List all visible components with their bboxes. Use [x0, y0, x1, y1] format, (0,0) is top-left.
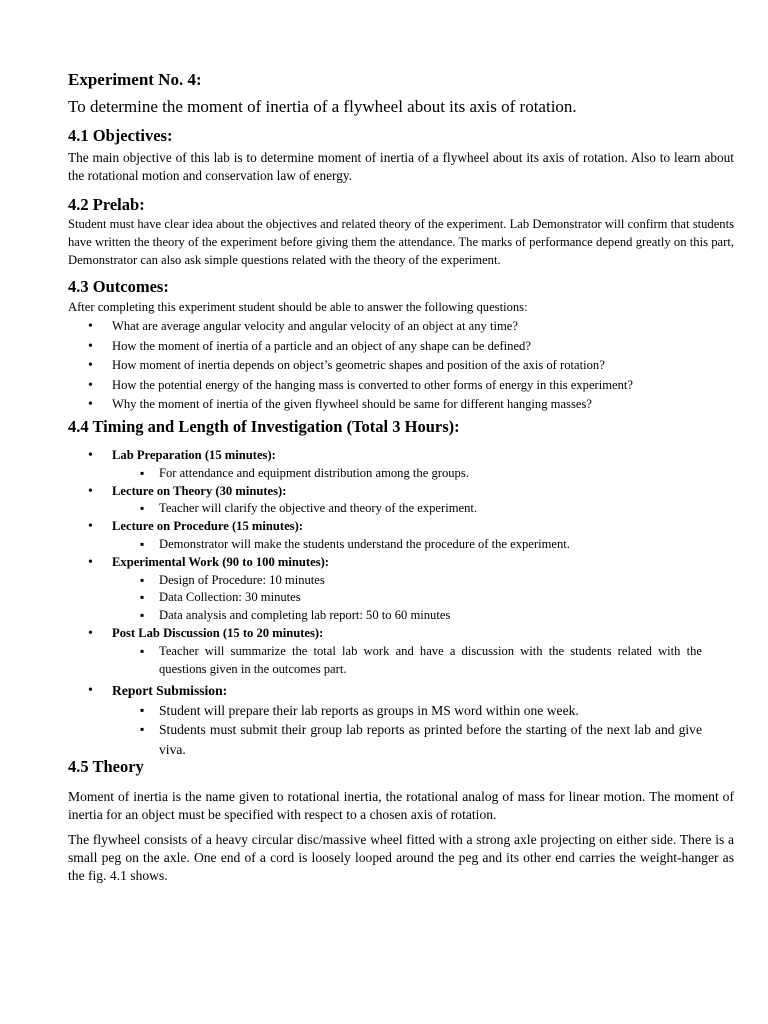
list-item: • How moment of inertia depends on object’s geometric shapes and position of the axis of rotation?	[68, 356, 734, 376]
timing-item	[68, 483, 702, 519]
theory-paragraph: Moment of inertia is the name given to rotational inertia, the rotational analog of mass for linear motion. The moment of inertia for an object must be specified with respect to a chosen axis of rotation.	[68, 789, 734, 822]
timing-item-label: Report Submission:	[112, 683, 228, 699]
timing-item	[68, 518, 702, 554]
timing-list	[68, 447, 702, 759]
timing-sub-item: ▪ Design of Procedure: 10 minutes	[68, 572, 702, 590]
list-item: • Why the moment of inertia of the given flywheel should be same for different hanging masses?	[68, 395, 734, 415]
prelab-text: Student must have clear idea about the objectives and related theory of the experiment. Lab Demonstrator will confirm that students have written the theory of the experiment before giving them the attendance. The marks of performance depend greatly on this part, Demonstrator can also ask simple questions related with the theory of the experiment.	[68, 217, 734, 267]
list-item: • How the potential energy of the hanging mass is converted to other forms of energy in this experiment?	[68, 376, 734, 396]
objectives-heading: 4.1 Objectives:	[68, 126, 173, 145]
prelab-heading: 4.2 Prelab:	[68, 195, 145, 214]
outcomes-intro: After completing this experiment student should be able to answer the following questions:	[68, 300, 528, 314]
timing-item-label: Lecture on Procedure (15 minutes):	[112, 519, 303, 534]
experiment-heading: Experiment No. 4:	[68, 70, 202, 89]
timing-sub-item: ▪ Data analysis and completing lab report: 50 to 60 minutes	[68, 607, 702, 625]
list-item: • How the moment of inertia of a particle and an object of any shape can be defined?	[68, 337, 734, 357]
timing-item-label: Lecture on Theory (30 minutes):	[112, 483, 287, 498]
outcomes-question-list	[68, 317, 734, 415]
theory-heading: 4.5 Theory	[68, 757, 144, 776]
timing-item	[68, 681, 702, 759]
timing-sub-item: ▪ Teacher will summarize the total lab work and have a discussion with the students related with the questions given in the outcomes part.	[68, 643, 702, 679]
timing-sub-item: ▪ Student will prepare their lab reports as groups in MS word within one week.	[68, 701, 702, 721]
timing-heading: 4.4 Timing and Length of Investigation (Total 3 Hours):	[68, 417, 460, 436]
timing-item	[68, 625, 702, 678]
timing-sub-item: ▪ Data Collection: 30 minutes	[68, 589, 702, 607]
timing-sub-item: ▪ Demonstrator will make the students understand the procedure of the experiment.	[68, 536, 702, 554]
timing-item-label: Experimental Work (90 to 100 minutes):	[112, 554, 329, 569]
objectives-text: The main objective of this lab is to determine moment of inertia of a flywheel about its axis of rotation. Also to learn about the rotational motion and conservation law of energy.	[68, 150, 734, 183]
timing-item	[68, 447, 702, 483]
list-item: • What are average angular velocity and angular velocity of an object at any time?	[68, 317, 734, 337]
timing-item	[68, 554, 702, 625]
theory-paragraph: The flywheel consists of a heavy circular disc/massive wheel fitted with a strong axle projecting on either side. There is a small peg on the axle. One end of a cord is loosely looped around the peg and its other end carries the weight-hanger as the fig. 4.1 shows.	[68, 832, 734, 883]
timing-item-label: Lab Preparation (15 minutes):	[112, 448, 276, 462]
timing-sub-item: ▪ Teacher will clarify the objective and theory of the experiment.	[68, 500, 702, 518]
timing-item-label: Post Lab Discussion (15 to 20 minutes):	[112, 625, 324, 640]
outcomes-heading: 4.3 Outcomes:	[68, 277, 169, 296]
timing-sub-item: ▪ Students must submit their group lab reports as printed before the starting of the next lab and give viva.	[68, 720, 702, 759]
experiment-title: To determine the moment of inertia of a flywheel about its axis of rotation.	[68, 97, 577, 116]
timing-sub-item: ▪ For attendance and equipment distribution among the groups.	[68, 465, 702, 483]
